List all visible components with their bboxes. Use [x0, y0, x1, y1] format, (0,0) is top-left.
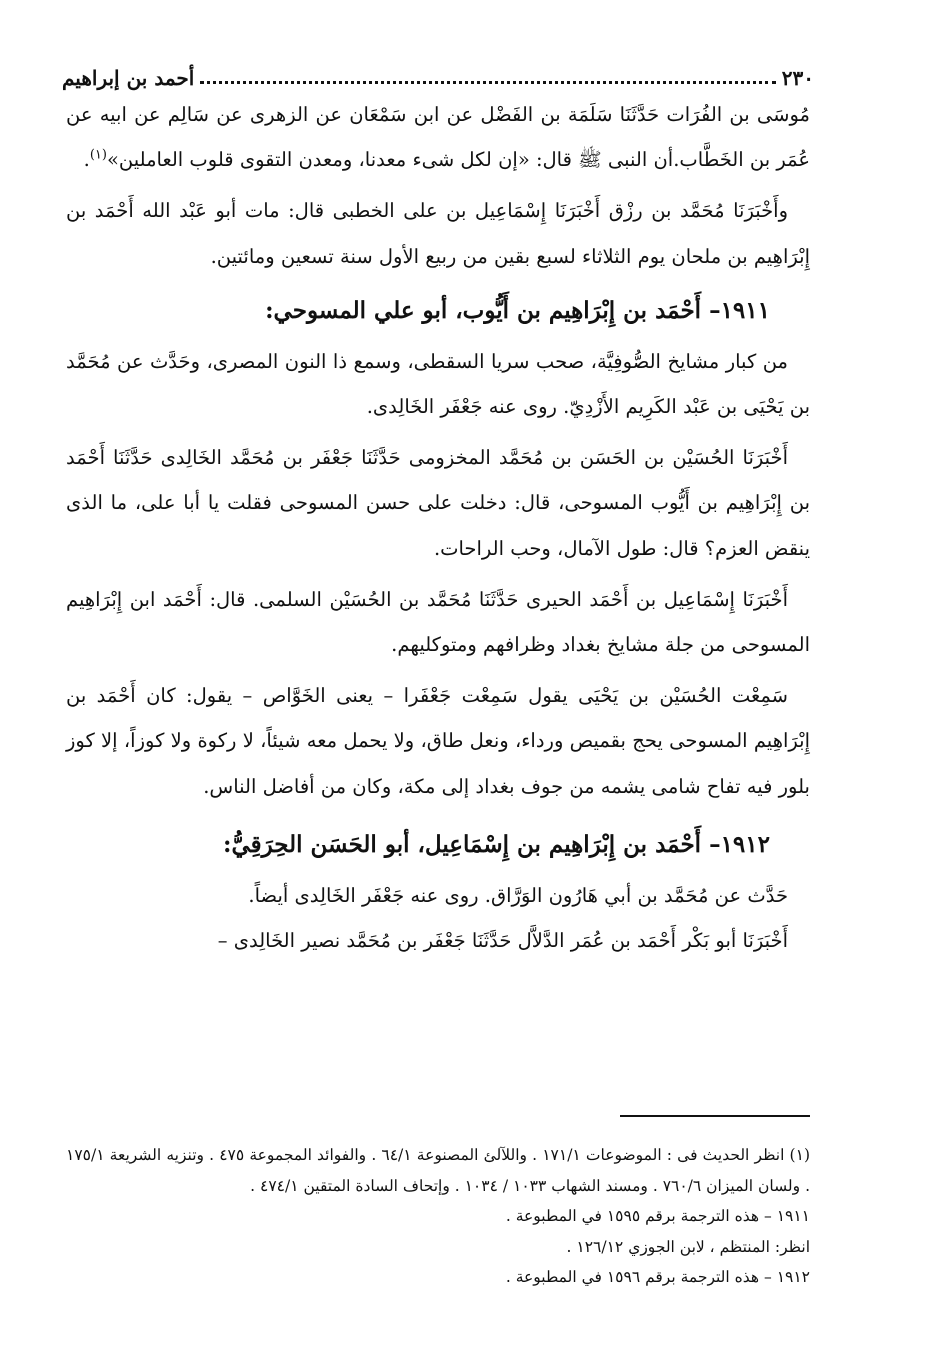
footnotes: [66, 1140, 810, 1293]
main-text: [66, 92, 810, 963]
paragraph-hadith-text: مُوسَى بن الفُرَات حَدَّثَنَا سَلَمَة بن الفَضْل عن ابن سَمْعَان عن الزهرى عن سَالِم عن ابيه عن عُمَر بن الخَطَّاب.أن النبى ﷺ قال: «إن لكل شىء معدنا، ومعدن التقوى قلوب العاملين»: [66, 103, 810, 172]
footnote-1911: ١٩١١ – هذه الترجمة برقم ١٥٩٥ في المطبوعة .: [505, 1207, 810, 1225]
paragraph-1911-report-2: أَخْبَرَنَا إِسْمَاعِيل بن أَحْمَد الحيرى حَدَّثَنَا مُحَمَّد بن الحُسَيْن السلمى. قال: أَحْمَد ابن إِبْرَاهِيم المسوحى من جلة مشايخ بغداد وظرافهم ومتوكليهم.: [66, 587, 810, 657]
footnote-separator: [620, 1115, 810, 1117]
paragraph-death-report: وأَخْبَرَنَا مُحَمَّد بن رزْق أَخْبَرَنَا إِسْمَاعِيل بن على الخطبى قال: مات أبو عَبْد الله أَحْمَد بن إِبْرَاهِيم بن ملحان يوم الثلاثاء لسبع بقين من ربيع الأول سنة تسعين ومائتين.: [66, 199, 810, 268]
page-number: ٢٣٠: [781, 66, 814, 90]
page-header: [62, 60, 814, 90]
paragraph-1912-bio: حَدَّث عن مُحَمَّد بن أبي هَارُون الوَرَّاق. روى عنه جَعْفَر الخَالِدى أيضاً.: [248, 883, 788, 907]
paragraph-1911-report-1: أَخْبَرَنَا الحُسَيْن بن الحَسَن بن مُحَمَّد المخزومى حَدَّثَنَا جَعْفَر بن مُحَمَّد الخَالِدى حَدَّثَنَا أَحْمَد بن إِبْرَاهِيم بن أَيُّوب المسوحى، قال: دخلت على حسن المسوحى فقلت يا أبا على، ما الذى ينقض العزم؟ قال: طول الآمال، وحب الراحات.: [66, 446, 810, 560]
header-dot-leader: [200, 81, 775, 84]
paragraph-1911-report-3: سَمِعْت الحُسَيْن بن يَحْيَى يقول سَمِعْت جَعْفَرا – يعنى الخَوَّاص – يقول: كان أَحْمَد بن إِبْرَاهِيم المسوحى يحج بقميص ورداء، ونعل طاق، ولا يحمل معه شيئاً، لا ركوة ولا كوزاً، إلا كوز بلور فيه تفاح شامى يشمه من جوف بغداد إلى مكة، وكان من أفاضل الناس.: [66, 684, 810, 798]
entry-heading-1912: ١٩١٢– أَحْمَد بن إِبْرَاهِيم بن إِسْمَاعِيل، أبو الحَسَن الحِرَقِيُّ:: [222, 830, 770, 858]
paragraph-1911-bio: من كبار مشايخ الصُّوفِيَّة، صحب سريا السقطى، وسمع ذا النون المصرى، وحَدَّث عن مُحَمَّد بن يَحْيَى بن عَبْد الكَرِيم الأَزْدِيّ. روى عنه جَعْفَر الخَالِدى.: [66, 349, 810, 419]
entry-heading-1911: ١٩١١– أَحْمَد بن إِبْرَاهِيم بن أَيُّوب، أبو علي المسوحي:: [265, 296, 770, 324]
footnote-1911-ref: انظر: المنتظم ، لابن الجوزي ١٢٦/١٢ .: [566, 1237, 810, 1256]
paragraph-hadith: [66, 92, 810, 182]
paragraph-hadith-end: .: [83, 148, 90, 172]
footnote-1: (١) انظر الحديث فى : الموضوعات ١٧١/١ . واللآلئ المصنوعة ٦٤/١ . والفوائد المجموعة ٤٧٥ . وتنزيه الشريعة ١٧٥/١ . ولسان الميزان ٧٦٠/٦ . ومسند الشهاب ١٠٣٣ / ١٠٣٤ . وإتحاف السادة المتقين ٤٧٤/١ .: [66, 1146, 810, 1195]
running-title: أحمد بن إبراهيم: [62, 66, 195, 90]
paragraph-1912-report: أَخْبَرَنَا أبو بَكْر أَحْمَد بن عُمَر الدَّلاَّل حَدَّثَنَا جَعْفَر بن مُحَمَّد نصير الخَالِدى –: [217, 929, 788, 953]
footnote-reference: (١): [89, 147, 107, 163]
footnote-1912: ١٩١٢ – هذه الترجمة برقم ١٥٩٦ في المطبوعة .: [505, 1268, 810, 1286]
